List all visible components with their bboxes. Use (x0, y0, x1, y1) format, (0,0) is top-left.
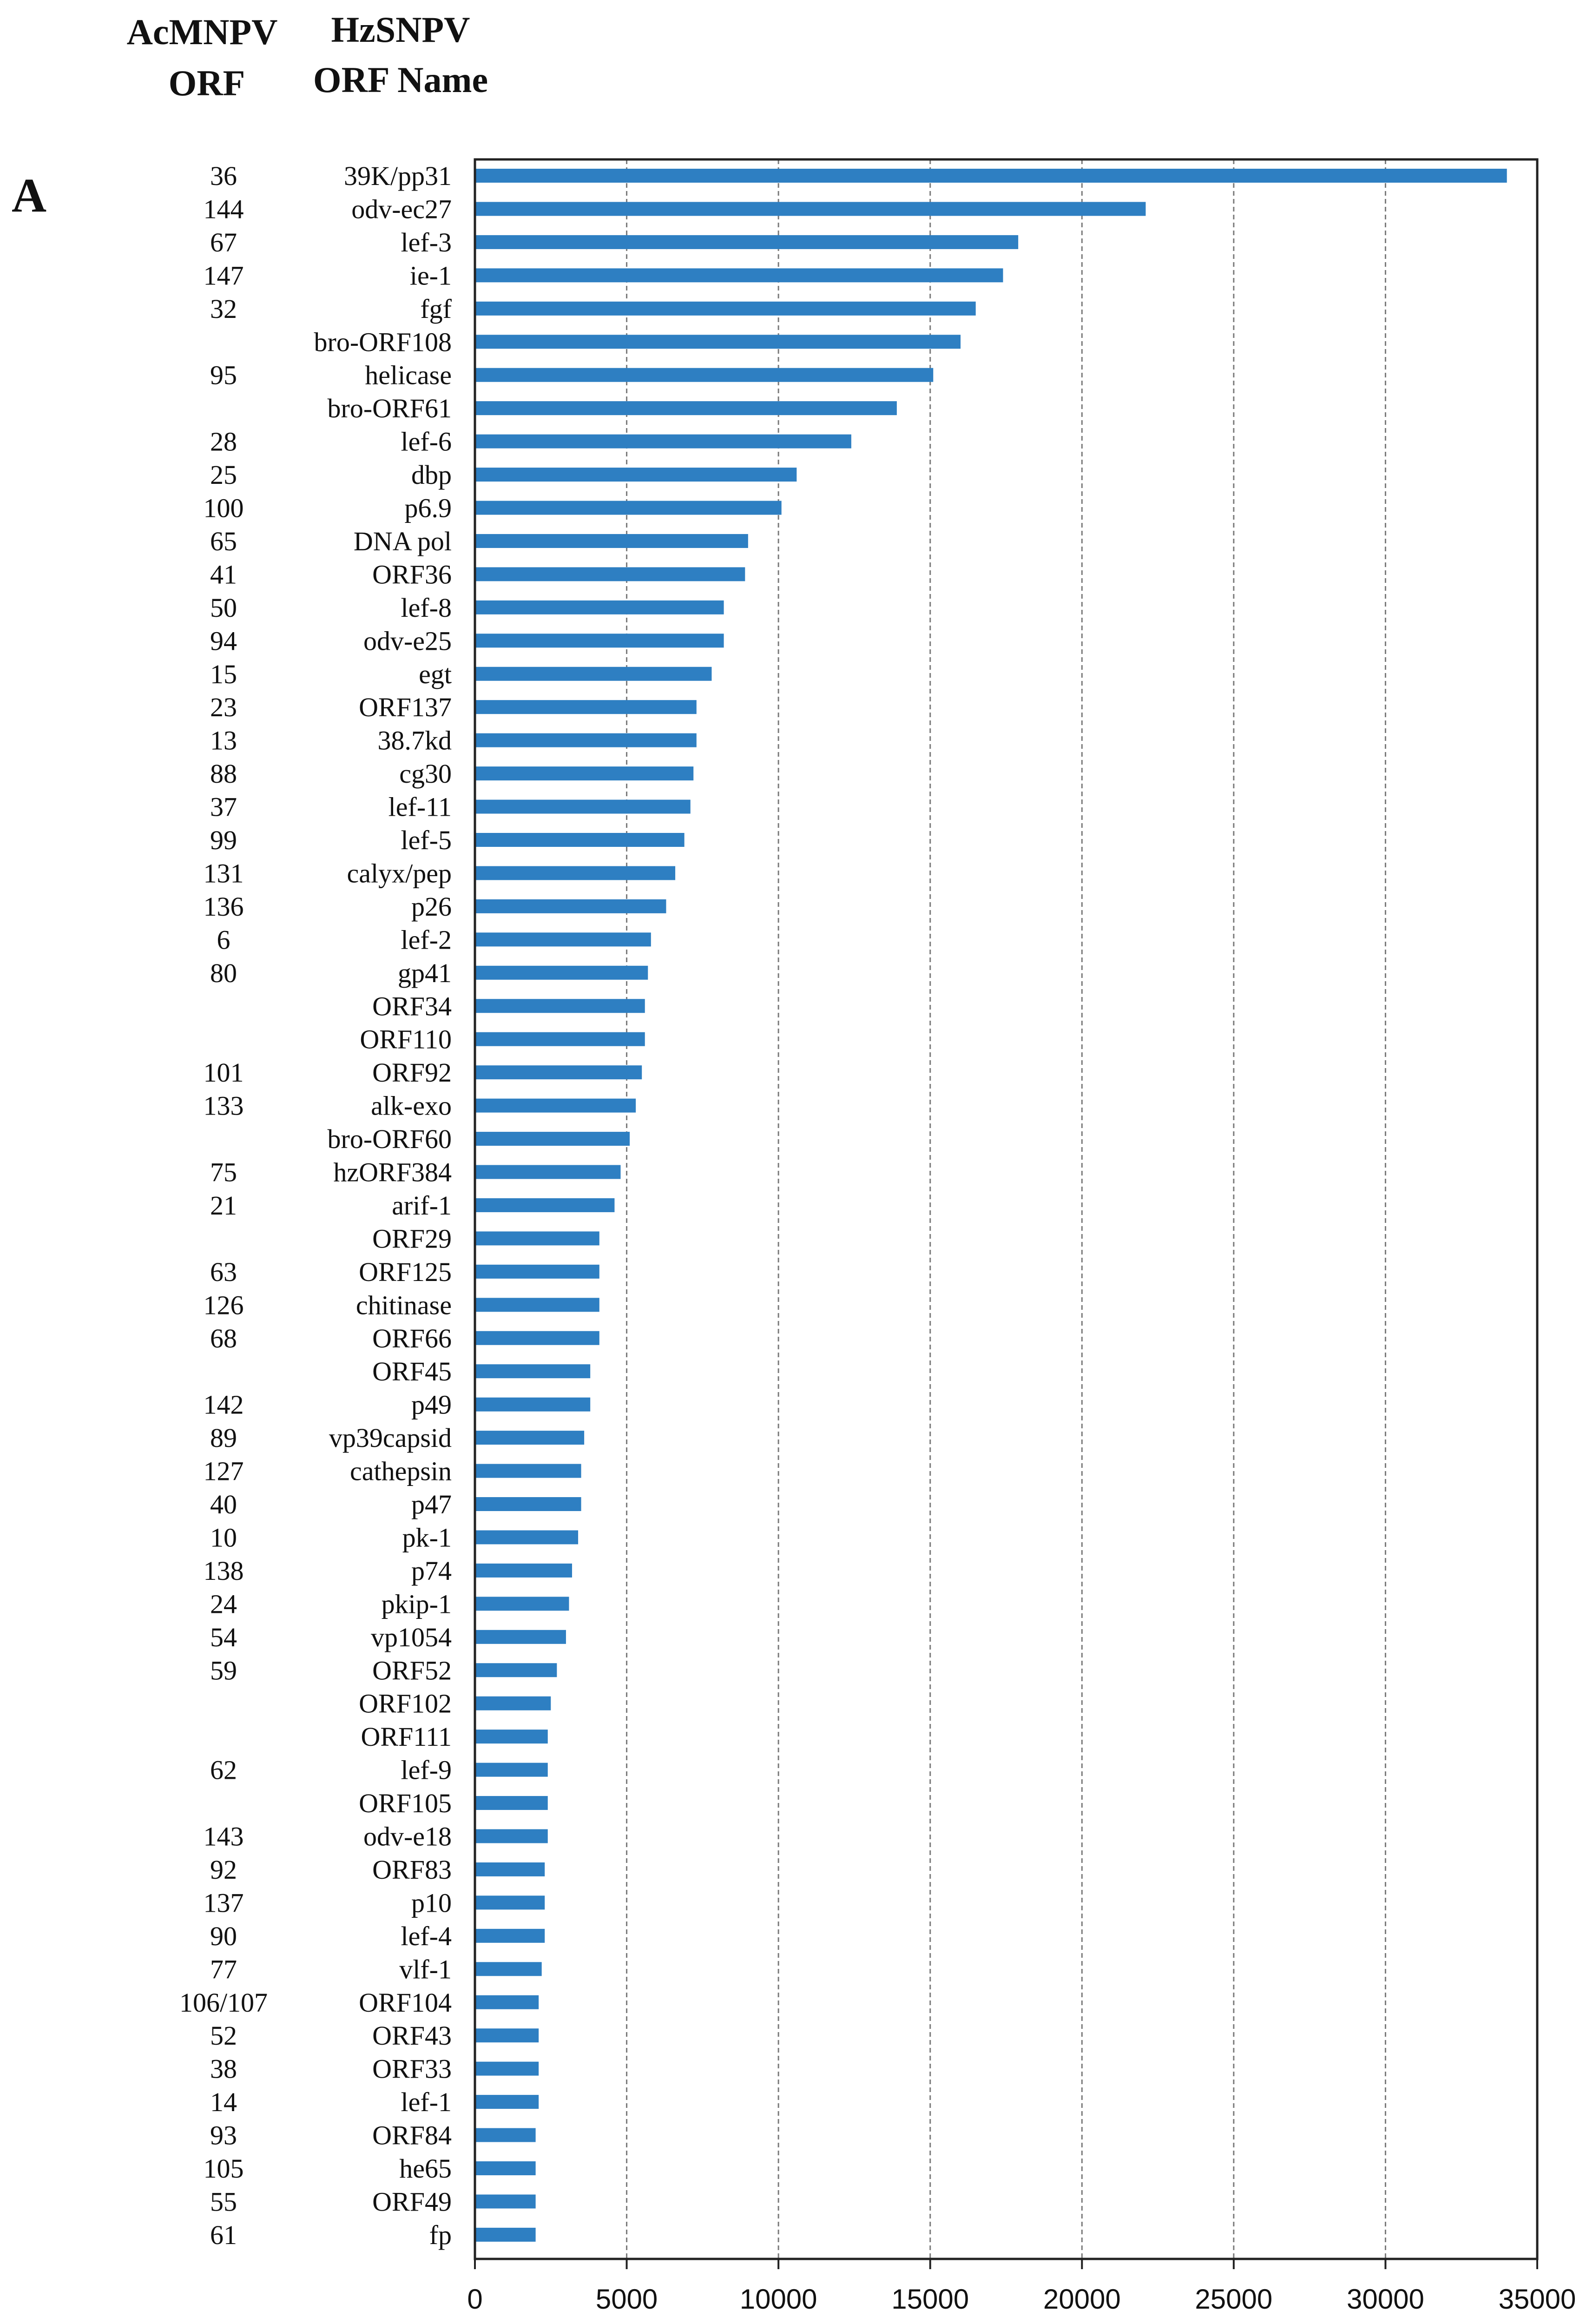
bar (476, 2228, 536, 2242)
bar (476, 2095, 539, 2109)
bar (476, 302, 976, 316)
acmnpv-orf-label: 75 (210, 1157, 237, 1188)
bar (476, 1730, 548, 1743)
acmnpv-orf-label: 65 (210, 526, 237, 556)
bar (476, 202, 1145, 216)
acmnpv-orf-label: 36 (210, 161, 237, 191)
bar (476, 401, 897, 415)
orf-name-label: p49 (411, 1389, 452, 1420)
acmnpv-orf-label: 14 (210, 2087, 237, 2118)
bar (476, 1497, 581, 1511)
acmnpv-orf-label: 41 (210, 559, 237, 590)
acmnpv-orf-label: 138 (203, 1555, 244, 1586)
x-tick-label: 0 (467, 2284, 483, 2315)
orf-name-label: ORF83 (372, 1854, 452, 1885)
acmnpv-orf-label: 13 (210, 725, 237, 756)
orf-name-label: ORF84 (372, 2120, 452, 2151)
bar (476, 1763, 548, 1777)
orf-name-label: alk-exo (371, 1090, 452, 1121)
acmnpv-orf-label: 28 (210, 426, 237, 457)
orf-name-label: ie-1 (409, 260, 452, 291)
bar (476, 1032, 645, 1046)
orf-name-label: calyx/pep (347, 858, 452, 889)
bar (476, 601, 724, 614)
orf-name-label: vp1054 (371, 1622, 452, 1652)
acmnpv-orf-label: 101 (203, 1057, 244, 1088)
bar (476, 235, 1018, 249)
orf-name-label: bro-ORF108 (314, 327, 452, 357)
acmnpv-orf-label: 37 (210, 792, 237, 822)
bar (476, 1464, 581, 1478)
acmnpv-orf-label: 100 (203, 493, 244, 523)
orf-name-label: p6.9 (404, 493, 452, 523)
bar (476, 169, 1507, 183)
orf-name-label: ORF66 (372, 1323, 452, 1353)
orf-name-label: arif-1 (392, 1190, 452, 1221)
orf-name-label: ORF105 (359, 1788, 452, 1819)
bar (476, 700, 697, 714)
bar (476, 435, 851, 449)
bar (476, 1929, 545, 1943)
acmnpv-orf-label: 54 (210, 1622, 237, 1652)
orf-name-label: ORF125 (359, 1256, 452, 1287)
orf-name-label: ORF92 (372, 1057, 452, 1088)
orf-name-label: chitinase (355, 1290, 452, 1320)
orf-name-label: cg30 (399, 759, 452, 789)
orf-name-label: vlf-1 (399, 1954, 452, 1985)
acmnpv-orf-label: 89 (210, 1423, 237, 1453)
bars (476, 169, 1507, 2242)
acmnpv-orf-label: 137 (203, 1888, 244, 1918)
acmnpv-orf-label: 126 (203, 1290, 244, 1320)
orf-name-label: odv-ec27 (351, 194, 452, 224)
bar (476, 1231, 599, 1245)
bar (476, 1431, 584, 1445)
x-tick-label: 35000 (1498, 2284, 1576, 2315)
acmnpv-header-line1: AcMNPV (126, 12, 278, 52)
acmnpv-orf-label: 143 (203, 1821, 244, 1852)
orf-name-label: pkip-1 (381, 1589, 452, 1619)
orf-name-label: vp39capsid (329, 1423, 452, 1453)
acmnpv-orf-label: 23 (210, 692, 237, 723)
acmnpv-orf-label: 52 (210, 2020, 237, 2051)
bar (476, 1099, 636, 1113)
bar (476, 1829, 548, 1843)
acmnpv-orf-label: 99 (210, 825, 237, 855)
bar (476, 966, 648, 980)
acmnpv-orf-label: 105 (203, 2153, 244, 2184)
orf-name-label: ORF34 (372, 991, 452, 1022)
bar (476, 899, 666, 913)
orf-name-label: 39K/pp31 (344, 161, 452, 191)
bar (476, 667, 711, 681)
orf-name-label: lef-1 (401, 2087, 452, 2118)
acmnpv-orf-label: 63 (210, 1256, 237, 1287)
bar (476, 268, 1003, 282)
bar (476, 501, 782, 515)
orf-name-label: p10 (411, 1888, 452, 1918)
orf-name-label: p26 (411, 891, 452, 922)
acmnpv-orf-label: 50 (210, 592, 237, 623)
orf-name-label: cathepsin (349, 1456, 452, 1486)
bar (476, 368, 933, 382)
bar (476, 2028, 539, 2042)
bar (476, 1530, 578, 1544)
bar (476, 1198, 614, 1212)
acmnpv-orf-label: 67 (210, 227, 237, 257)
orf-name-label: fp (429, 2219, 452, 2250)
x-tick-label: 10000 (739, 2284, 817, 2315)
orf-name-label: hzORF384 (333, 1157, 452, 1188)
orf-name-label: lef-9 (401, 1755, 452, 1785)
acmnpv-orf-label: 136 (203, 891, 244, 922)
bar (476, 999, 645, 1013)
bar (476, 1132, 630, 1146)
acmnpv-orf-label: 77 (210, 1954, 237, 1985)
acmnpv-orf-label: 15 (210, 659, 237, 689)
orf-name-label: helicase (365, 360, 452, 390)
orf-name-label: lef-5 (401, 825, 452, 855)
hzsnpv-header-line2: ORF Name (313, 59, 488, 100)
bar (476, 1564, 572, 1578)
bar (476, 800, 691, 814)
bar (476, 1663, 557, 1677)
panel-label: A (12, 169, 47, 222)
acmnpv-orf-label: 92 (210, 1854, 237, 1885)
bar (476, 1796, 548, 1810)
orf-name-label: bro-ORF61 (327, 393, 452, 424)
orf-name-label: ORF36 (372, 559, 452, 590)
acmnpv-orf-label: 24 (210, 1589, 237, 1619)
acmnpv-orf-label: 38 (210, 2053, 237, 2084)
orf-name-label: lef-3 (401, 227, 452, 257)
orf-name-label: DNA pol (353, 526, 452, 556)
bar (476, 1995, 539, 2009)
bar (476, 634, 724, 647)
bar (476, 2161, 536, 2175)
orf-name-label: lef-2 (401, 924, 452, 955)
acmnpv-orf-label: 10 (210, 1522, 237, 1553)
acmnpv-orf-label: 61 (210, 2219, 237, 2250)
bar (476, 534, 748, 548)
acmnpv-orf-label: 131 (203, 858, 244, 889)
acmnpv-orf-label: 59 (210, 1655, 237, 1686)
acmnpv-orf-label: 94 (210, 626, 237, 656)
bar (476, 932, 651, 946)
bar (476, 1962, 542, 1976)
orf-name-label: ORF43 (372, 2020, 452, 2051)
bar (476, 866, 675, 880)
orf-name-label: ORF29 (372, 1223, 452, 1254)
orf-name-label: ORF45 (372, 1356, 452, 1387)
orf-name-label: odv-e18 (363, 1821, 452, 1852)
orf-name-label: ORF104 (359, 1987, 452, 2018)
x-tick-label: 25000 (1195, 2284, 1273, 2315)
acmnpv-orf-label: 90 (210, 1921, 237, 1951)
acmnpv-header-line2: ORF (168, 63, 245, 103)
acmnpv-orf-label: 62 (210, 1755, 237, 1785)
bar (476, 1331, 599, 1345)
acmnpv-orf-label: 95 (210, 360, 237, 390)
bar (476, 1165, 621, 1179)
acmnpv-orf-label: 147 (203, 260, 244, 291)
bar (476, 766, 693, 780)
acmnpv-orf-label: 40 (210, 1489, 237, 1519)
bar (476, 1630, 566, 1644)
bar (476, 1265, 599, 1279)
x-axis-ticks (467, 2259, 1576, 2315)
bar (476, 335, 961, 349)
orf-name-label: lef-6 (401, 426, 452, 457)
acmnpv-orf-label: 142 (203, 1389, 244, 1420)
acmnpv-orf-label: 88 (210, 759, 237, 789)
acmnpv-orf-label: 93 (210, 2120, 237, 2151)
acmnpv-orf-label: 127 (203, 1456, 244, 1486)
x-tick-label: 20000 (1043, 2284, 1121, 2315)
row-labels (179, 161, 452, 2250)
acmnpv-orf-label: 68 (210, 1323, 237, 1353)
orf-name-label: p47 (411, 1489, 452, 1519)
acmnpv-orf-label: 106/107 (179, 1987, 268, 2018)
bar (476, 1298, 599, 1312)
orf-name-label: lef-11 (388, 792, 452, 822)
x-tick-label: 15000 (891, 2284, 969, 2315)
acmnpv-orf-label: 144 (203, 194, 244, 224)
orf-name-label: ORF33 (372, 2053, 452, 2084)
bar (476, 833, 685, 847)
orf-name-label: dbp (411, 460, 452, 490)
acmnpv-orf-label: 25 (210, 460, 237, 490)
acmnpv-orf-label: 55 (210, 2186, 237, 2217)
orf-name-label: fgf (420, 293, 452, 324)
bar (476, 1398, 590, 1412)
orf-name-label: lef-4 (401, 1921, 452, 1951)
orf-name-label: egt (419, 659, 452, 689)
bar (476, 1597, 569, 1611)
bar (476, 733, 697, 747)
orf-name-label: ORF102 (359, 1688, 452, 1719)
bar (476, 2128, 536, 2142)
orf-name-label: ORF52 (372, 1655, 452, 1686)
orf-name-label: pk-1 (402, 1522, 452, 1553)
orf-name-label: ORF111 (361, 1722, 452, 1752)
bar (476, 1364, 590, 1378)
orf-name-label: bro-ORF60 (327, 1124, 452, 1155)
bar (476, 1697, 551, 1710)
x-tick-label: 5000 (595, 2284, 658, 2315)
orf-name-label: 38.7kd (377, 725, 452, 756)
orf-name-label: p74 (411, 1555, 452, 1586)
bar (476, 1895, 545, 1909)
x-tick-label: 30000 (1346, 2284, 1424, 2315)
hzsnpv-header-line1: HzSNPV (331, 9, 470, 50)
orf-name-label: gp41 (398, 957, 452, 988)
acmnpv-orf-label: 133 (203, 1090, 244, 1121)
acmnpv-orf-label: 32 (210, 293, 237, 324)
orf-name-label: odv-e25 (363, 626, 452, 656)
acmnpv-orf-label: 21 (210, 1190, 237, 1221)
orf-name-label: ORF137 (359, 692, 452, 723)
orf-name-label: ORF49 (372, 2186, 452, 2217)
acmnpv-orf-label: 6 (217, 924, 230, 955)
bar (476, 2062, 539, 2076)
bar (476, 1862, 545, 1876)
bar (476, 468, 796, 482)
acmnpv-orf-label: 80 (210, 957, 237, 988)
bar (476, 1065, 642, 1079)
bar (476, 2194, 536, 2208)
bar (476, 567, 745, 581)
orf-name-label: lef-8 (401, 592, 452, 623)
orf-name-label: he65 (399, 2153, 452, 2184)
orf-name-label: ORF110 (360, 1024, 452, 1055)
